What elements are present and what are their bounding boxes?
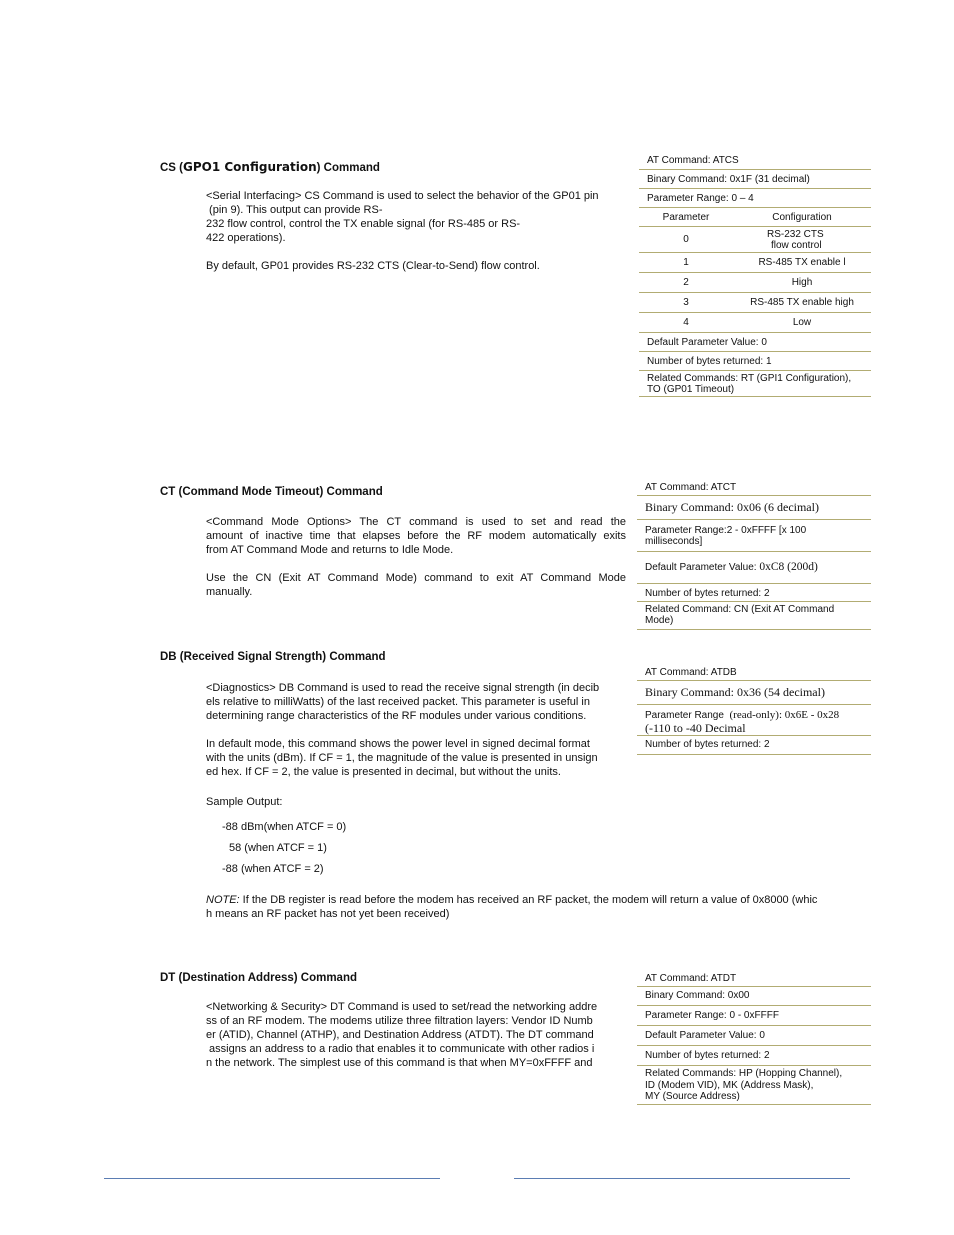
ct-heading: CT (Command Mode Timeout) Command: [160, 486, 383, 498]
dt-para-line: er (ATID), Channel (ATHP), and Destination Address (ATDT). The DT command: [206, 1029, 594, 1041]
db-para2-line: with the units (dBm). If CF = 1, the magnitude of the value is presented in unsign: [206, 752, 598, 764]
db-sample-output-3: -88 (when ATCF = 2): [222, 863, 324, 875]
dt-properties-table: [637, 972, 871, 1105]
cs-param-row: [639, 293, 871, 313]
dt-bytes-returned: Number of bytes returned: 2: [637, 1046, 871, 1066]
db-parameter-range: Parameter Range (read-only): 0x6E - 0x28 (-110 to -40 Decimal: [637, 705, 871, 736]
cs-param-value: 1: [683, 257, 689, 268]
ct-parameter-range: Parameter Range:2 - 0xFFFF [x 100 milliseconds]: [637, 520, 871, 552]
dt-para-line: assigns an address to a radio that enables it to communicate with other radios i: [206, 1043, 595, 1055]
ct-para1-line: amount of inactive time that elapses before the RF modem automatically exits: [206, 530, 626, 542]
cs-param-row: [639, 227, 871, 253]
cs-para1-line: 232 flow control, control the TX enable signal (for RS-485 or RS-: [206, 218, 521, 230]
cs-heading-tail: ) Command: [316, 162, 380, 174]
db-para1-line: determining range characteristics of the RF modules under various conditions.: [206, 710, 587, 722]
dt-heading: DT (Destination Address) Command: [160, 972, 358, 984]
db-description: [206, 681, 626, 809]
cs-param-value: 0: [683, 234, 689, 245]
cs-para1-line: (pin 9). This output can provide RS-: [206, 204, 383, 216]
cs-config-value: RS-232 CTS flow control: [767, 228, 824, 251]
dt-binary-command: Binary Command: 0x00: [637, 987, 871, 1006]
cs-param-row: [639, 273, 871, 293]
db-sample-label: Sample Output:: [206, 796, 283, 808]
dt-para-line: n the network. The simplest use of this command is that when MY=0xFFFF and: [206, 1057, 593, 1069]
cs-heading-bold: GPO1 Configuration: [183, 160, 317, 174]
ct-properties-table: [637, 480, 871, 630]
cs-at-command: AT Command: ATCS: [639, 153, 871, 170]
cs-param-header-row: [639, 208, 871, 227]
cs-para1-line: <Serial Interfacing> CS Command is used to select the behavior of the GP01 pin: [206, 190, 599, 202]
db-para2-line: ed hex. If CF = 2, the value is presented in decimal, but without the units.: [206, 766, 561, 778]
db-note-text: If the DB register is read before the modem has received an RF packet, the modem will return a value of 0x8000 (whic: [239, 894, 818, 906]
cs-para2: By default, GP01 provides RS-232 CTS (Clear-to-Send) flow control.: [206, 260, 540, 272]
ct-para2-line: manually.: [206, 586, 253, 598]
db-binary-command: Binary Command: 0x36 (54 decimal): [637, 681, 871, 705]
dt-at-command: AT Command: ATDT: [637, 972, 871, 987]
dt-para-line: <Networking & Security> DT Command is used to set/read the networking addre: [206, 1001, 598, 1013]
cs-param-value: 3: [683, 297, 689, 308]
ct-description: [206, 515, 626, 599]
db-at-command: AT Command: ATDB: [637, 666, 871, 681]
db-sample-output-1: -88 dBm(when ATCF = 0): [222, 821, 347, 833]
db-note: [206, 893, 866, 921]
dt-para-line: ss of an RF modem. The modems utilize three filtration layers: Vendor ID Numb: [206, 1015, 593, 1027]
cs-heading: [160, 160, 380, 174]
ct-at-command: AT Command: ATCT: [637, 480, 871, 496]
dt-description: [206, 1000, 626, 1070]
cs-param-value: 4: [683, 317, 689, 328]
cs-param-value: 2: [683, 277, 689, 288]
db-bytes-returned: Number of bytes returned: 2: [637, 736, 871, 755]
db-note-label: NOTE:: [206, 894, 240, 906]
dt-parameter-range: Parameter Range: 0 - 0xFFFF: [637, 1006, 871, 1026]
cs-param-row: [639, 253, 871, 273]
ct-para1-line: from AT Command Mode and returns to Idle Mode.: [206, 544, 454, 556]
ct-binary-command: Binary Command: 0x06 (6 decimal): [637, 496, 871, 520]
ct-para1-line: <Command Mode Options> The CT command is used to set and read the: [206, 516, 626, 528]
ct-bytes-returned: Number of bytes returned: 2: [637, 584, 871, 602]
cs-config-value: RS-485 TX enable high: [750, 297, 854, 308]
cs-para1-line: 422 operations).: [206, 232, 286, 244]
db-para2-line: In default mode, this command shows the power level in signed decimal format: [206, 738, 590, 750]
ct-related-command: Related Command: CN (Exit AT Command Mode): [637, 602, 871, 630]
ct-para2-line: Use the CN (Exit AT Command Mode) command to exit AT Command Mode: [206, 572, 626, 584]
footer-divider-left: [104, 1178, 440, 1179]
dt-default-value: Default Parameter Value: 0: [637, 1026, 871, 1046]
cs-related-commands: Related Commands: RT (GPI1 Configuration), TO (GP01 Timeout): [639, 371, 871, 397]
db-properties-table: [637, 666, 871, 755]
db-note-text: h means an RF packet has not yet been received): [206, 908, 450, 920]
cs-parameter-range: Parameter Range: 0 – 4: [639, 189, 871, 208]
db-sample-output-2: 58 (when ATCF = 1): [229, 842, 327, 854]
cs-col-parameter: Parameter: [662, 211, 710, 223]
cs-bytes-returned: Number of bytes returned: 1: [639, 352, 871, 371]
footer-divider-right: [514, 1178, 850, 1179]
cs-properties-table: [639, 153, 871, 397]
cs-heading-code: CS (: [160, 162, 183, 174]
dt-related-commands: Related Commands: HP (Hopping Channel), ID (Modem VID), MK (Address Mask), MY (Source Address): [637, 1066, 871, 1105]
cs-col-configuration: Configuration: [772, 211, 832, 223]
cs-default-value: Default Parameter Value: 0: [639, 333, 871, 352]
db-heading: DB (Received Signal Strength) Command: [160, 651, 386, 663]
cs-config-value: Low: [792, 317, 812, 328]
cs-description: [206, 189, 626, 273]
cs-config-value: RS-485 TX enable l: [758, 257, 846, 268]
db-para1-line: <Diagnostics> DB Command is used to read the receive signal strength (in decib: [206, 682, 600, 694]
cs-binary-command: Binary Command: 0x1F (31 decimal): [639, 170, 871, 189]
cs-param-row: [639, 313, 871, 333]
ct-default-value: Default Parameter Value: 0xC8 (200d): [637, 552, 871, 584]
db-para1-line: els relative to milliWatts) of the last received packet. This parameter is useful in: [206, 696, 590, 708]
cs-config-value: High: [791, 277, 813, 288]
